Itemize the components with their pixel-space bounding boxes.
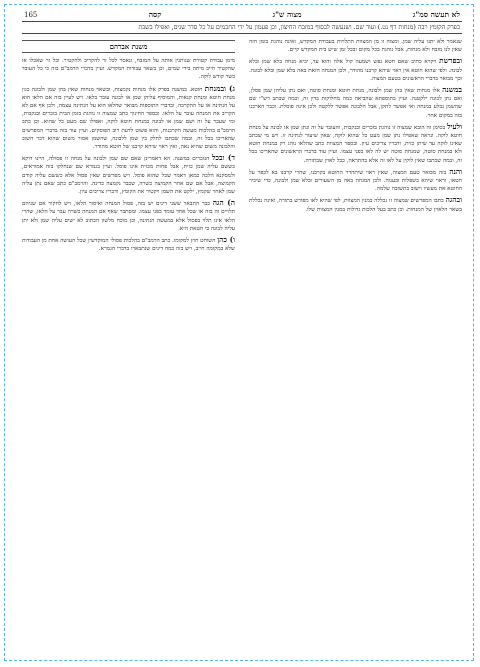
header-right-title: לא תעשה סמ"ג bbox=[412, 10, 460, 19]
page-header bbox=[22, 8, 462, 22]
paragraph-text: בזה מבואר טעם המצוה, שאין ראוי שיתהדר החוטא בקרבנו, שהרי קרבנו בא לכפר על חטאו, וראוי שיהא בשפלות ובענוה. ולכן המנחה באה מן השעורים ובלא שמן ולבונה, כדי שיכיר החוטא את מעשיו וישוב בתשובה שלמה. bbox=[249, 169, 462, 193]
subhead-text: בפרק הקומץ רבה (מנחות דף נט.) ועוד שם. ושנעשה לבסוף במזבח החיצון, וכן פעמון על ידי החכמים על כל סדר שנים, ואפילו בשבת bbox=[138, 24, 460, 31]
left-column bbox=[22, 38, 235, 638]
paragraph bbox=[249, 57, 462, 83]
paragraph-text: אלו מנחות שאין בהן שמן ולבונה, מנחת חוטא ומנחת סוטה, ואם נתן עליהן שמן פסלן, ואם נתן לבונה ילקטנה. ועיין בתוספתא שהביאה כמה מחלוקות בדין זה, ובמה שכתב רש"י שם שהשמן נבלע במנחה ואי אפשר לתקן, אבל הלבונה אפשר ללקטה ולכן אינה פוסלת. וכבר הארכנו בזה במקום אחר. bbox=[249, 88, 462, 119]
section-title: משנת אברהם bbox=[22, 40, 235, 53]
paragraph bbox=[22, 199, 235, 233]
paragraph-lead: ובפרשת bbox=[439, 56, 462, 66]
paragraph-text: שנאמר ולא יתנו עליה שמן. ומצוה זו מן המצוות התלויות בעבודת המקדש, ואינה נוהגת בזמן הזה שאין לנו מזבח ולא מנחות, אבל נוהגת בכל מקום ובכל זמן שיש בית המקדש קיים. bbox=[249, 39, 462, 54]
paragraph-lead: ג) ובמנחת bbox=[204, 83, 235, 93]
paragraph-lead: ו) כהן bbox=[217, 235, 235, 245]
paragraph-text: בסימן זה הובא שמצוה זו נוהגת בזכרים ובנקבות, והעובר על זה ונתן שמן או לבונה על מנחת חוטא לוקה. ונראה שאפילו נתן שמן מעט כל שהוא לוקה, שאין שיעור לנתינה זו. ויש מי שכתב שאינו לוקה עד שיתן כזית, ודבריו צריכים עיון. ובספר המצוות כתב שהלאו נוהג רק במנחת חוטא ולא במנחת סוטה, שמנחת סוטה יש לה לאו בפני עצמו. ועיין עוד בדברי הראשונים שהאריכו בכל זה, ובמה שכתבו שאין לוקין על לאו זה אלא בהתראה, ככל לאוין שבתורה. bbox=[249, 124, 462, 164]
paragraph-lead: במשנה bbox=[442, 85, 462, 95]
paragraph-text: חוטא. במשנה בפרק אלו מנחות נקמצות, ובשאר מנחות שאין בהן שמן ולבונה כגון מנחת חוטא ומנחת קנאות, והמוסיף עליהן שמן או לבונה עובר בלאו. ויש לעיין בזה אם הלאו הוא על הנתינה או על ההקרבה, ובדברי התוספות מבואר שהלאו הוא על הנתינה עצמה, ולכן אף אם לא הקריב את המנחה עובר על הלאו. ובספר החינוך כתב שמצוה זו נוהגת בזמן הבית בזכרים ובנקבות, ומי שעבר על זה ושם שמן או לבונה במנחת חוטא לוקה, ואפילו שם מעט כל שהוא. וכן כתב הרמב"ם בהלכות מעשה הקרבנות, והוא פשוט לדעת רוב הפוסקים. ועיין עוד בזה בדברי המפרשים שהאריכו בכל זה, ובמה שכתבו לחלק בין שמן ללבונה, שהשמן אסור משום שהוא דבר חשוב והלבונה משום שהיא נאה, ואין ראוי שיהא קרבנו של חוטא מהודר. bbox=[22, 86, 235, 151]
paragraph-lead: ד) ובכל bbox=[211, 153, 235, 163]
paragraph bbox=[249, 86, 462, 120]
paragraph-text: ויקרא כתיב שאם חטא נפש ושמעה קול אלה והוא עד, יביא מנחה בלא שמן ובלא לבונה. ולפי שהוא חוטא אין ראוי שיהא קרבנו מהודר, ולכן המנחה הזאת באה בלא שמן ובלא לבונה. וכך מבואר בדברי הראשונים בטעם המצוה. bbox=[249, 59, 462, 82]
subhead-line bbox=[22, 22, 462, 34]
paragraph-lead: ובהגה bbox=[445, 195, 462, 205]
paragraph bbox=[22, 154, 235, 196]
header-center-title: מצוה ש"ג bbox=[272, 10, 302, 19]
paragraph bbox=[249, 38, 462, 54]
header-left-title: קסה bbox=[148, 10, 162, 19]
paragraph-text: כתבו המפרשים שמצוה זו נכללה במנין המצוות, לפי שהיא לאו מפורש בתורה, ואינה נכללת בשאר הלאוין של המנחות. וכן כתב בעל הלכות גדולות במנין המצוות שלו. bbox=[249, 198, 462, 213]
book-page bbox=[22, 8, 462, 658]
paragraph-text: מימן עבודת קטורת שנותנין אותה על המזבח, ונאסר לכל זר להקריב ולהקטיר. וכל זר שאכלו או שהקטיר חייב מיתה בידי שמים, וכן בשאר עבודות המקדש. ועיין בדברי הרמב"ם בזה כי כל העובד בשר קודש לוקה. bbox=[22, 58, 235, 81]
paragraph bbox=[22, 85, 235, 152]
paragraph-text: השוחט חוץ למקומו. כתב הרמב"ם בהלכות פסולי המוקדשין שכל העושה אחת מן העבודות שלא במקומה חייב, ויש בזה כמה דינים שנתבארו בדברי הגמרא. bbox=[22, 238, 235, 253]
paragraph-text: כבר התבאר ששני דינים יש בזה, פסול המנחה ואיסור הלאו, ויש לחקור אם שניהם תלויים זה בזה או שכל אחד עומד בפני עצמו. ומסתבר שאף אם המנחה כשרה עבר על הלאו, שהרי הלאו אינו תלוי בפסול אלא במעשה הנתינה, וכן מוכח מלשון הכתוב לא ישים עליה שמן ולא יתן עליה לבונה כי חטאת היא. bbox=[22, 201, 235, 232]
paragraph bbox=[22, 236, 235, 253]
page-number: 165 bbox=[24, 11, 38, 19]
paragraph bbox=[22, 57, 235, 82]
paragraph bbox=[249, 196, 462, 213]
paragraph-text: הנזכרים במשנה. הא דאמרינן שאם שם שמן ולבונה על מנחה זו פסולה, היינו דוקא כששם עליה שמן כזית, אבל פחות מכזית אינו פוסל. ועיין בגמרא שם שנחלקו בזה אמוראים, ולמסקנא הלכה כמאן דאמר שכל שהוא פוסל. ויש מפרשים שאין פסול אלא כששם עליה קודם הקמיצה, אבל אם שם אחר הקמיצה כשרה, שכבר נקמצה כדינה. והרמב"ם כתב שאם נתן עליה שמן לאחר שקמץ, ילקט את השמן ויקטיר את הקומץ, ודבריו צריכים עיון. bbox=[22, 156, 235, 196]
right-column bbox=[249, 38, 462, 638]
paragraph-lead: ולעיל bbox=[447, 121, 462, 131]
paragraph bbox=[249, 168, 462, 194]
paragraph-lead: ה) הגה bbox=[212, 198, 235, 208]
paragraph bbox=[249, 123, 462, 165]
paragraph-lead: והנה bbox=[449, 166, 462, 176]
text-columns bbox=[22, 38, 462, 638]
